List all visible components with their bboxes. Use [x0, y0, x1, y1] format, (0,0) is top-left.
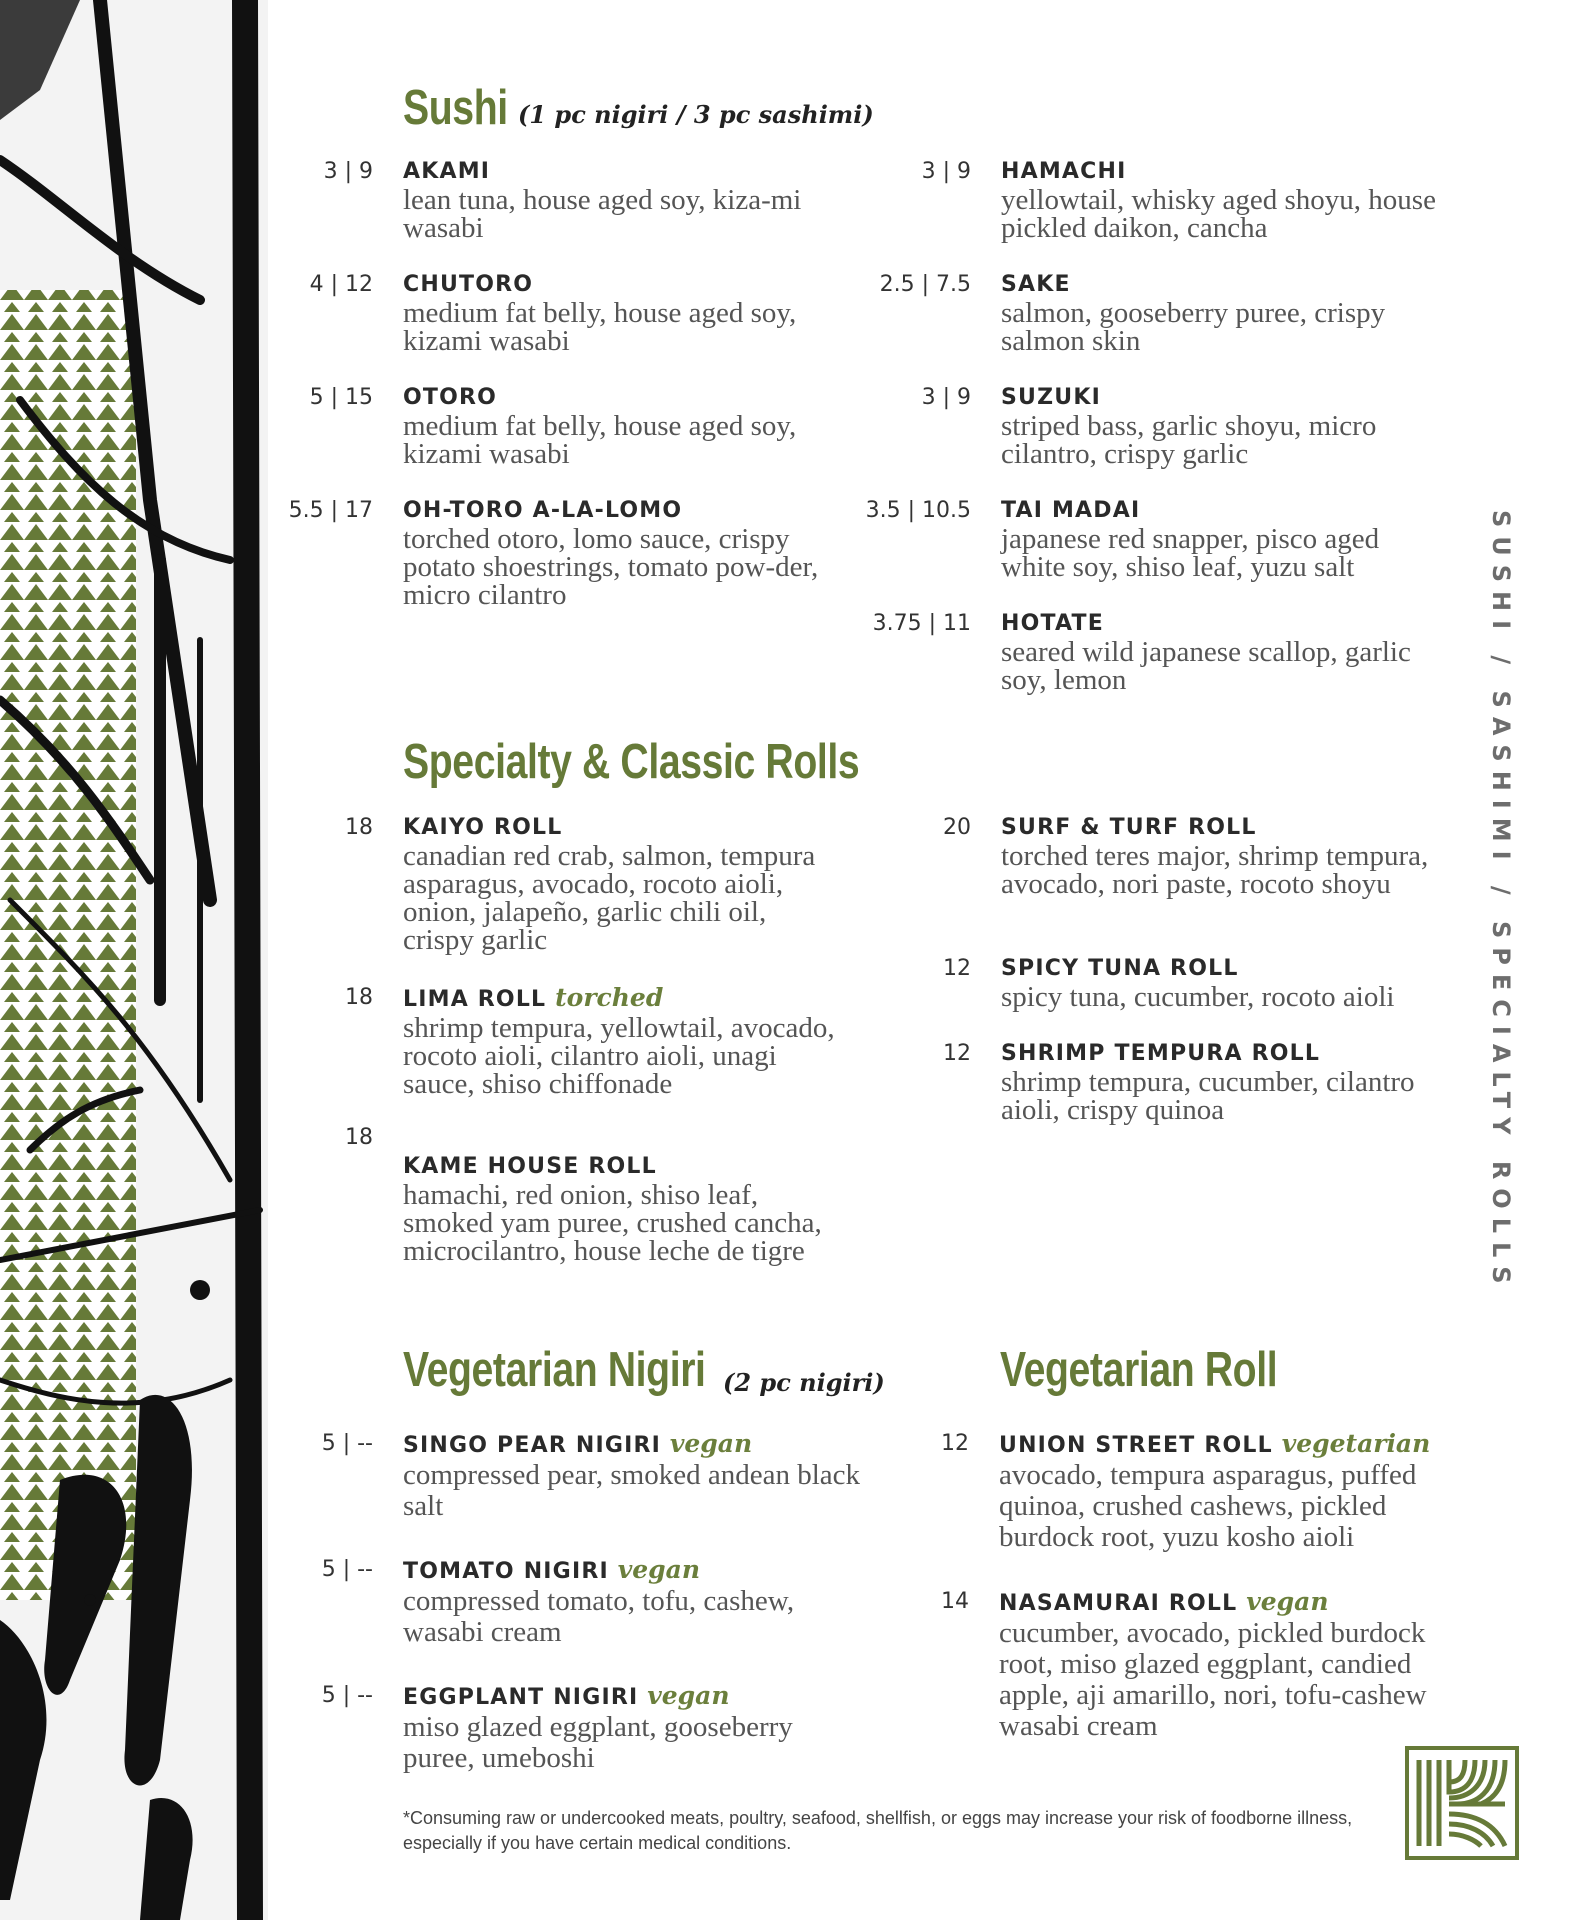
item-name: TAI MADAI [1001, 498, 1141, 523]
item-price: 20 [943, 815, 971, 840]
section-title-veg-roll: Vegetarian Roll [1000, 1343, 1278, 1397]
item-price: 3 | 9 [921, 159, 971, 184]
item-name-text: NASAMURAI ROLL [999, 1591, 1238, 1616]
item-price: 3.75 | 11 [872, 611, 971, 636]
item-name-text: LIMA ROLL [403, 987, 547, 1012]
menu-item-otoro [309, 384, 843, 470]
item-tag: vegan [647, 1681, 730, 1710]
item-price: 12 [943, 1041, 971, 1066]
decorative-artwork [0, 0, 268, 1920]
menu-item-singo-pear-nigiri [321, 1429, 863, 1522]
menu-item-akami [323, 158, 843, 244]
item-price: 3 | 9 [921, 385, 971, 410]
menu-item-kaiyo-roll [345, 814, 843, 956]
menu-item-kame-house-roll [403, 1153, 843, 1265]
section-note-veg-nigiri: (2 pc nigiri) [723, 1368, 885, 1397]
item-name: CHUTORO [403, 272, 534, 297]
item-price: 5 | -- [321, 1683, 373, 1708]
menu-item-tai-madai [865, 497, 1441, 583]
item-description: torched teres major, shrimp tempura, avocado, nori paste, rocoto shoyu [1001, 840, 1429, 900]
item-name [403, 984, 843, 1014]
item-description: yellowtail, whisky aged shoyu, house pickled daikon, cancha [1001, 184, 1436, 244]
item-name [999, 1588, 1479, 1618]
menu-item-shrimp-tempura-roll [943, 1040, 1441, 1126]
item-price: 5 | -- [321, 1431, 373, 1456]
side-category-label: SUSHI / SASHIMI / SPECIALTY ROLLS [1487, 510, 1515, 1293]
section-note-sushi: (1 pc nigiri / 3 pc sashimi) [518, 100, 874, 129]
item-description: lean tuna, house aged soy, kiza-mi wasabi [403, 184, 802, 244]
item-name: SAKE [1001, 272, 1071, 297]
item-description: salmon, gooseberry puree, crispy salmon skin [1001, 297, 1386, 357]
item-description: seared wild japanese scallop, garlic soy, lemon [1001, 636, 1411, 696]
item-name-text: SINGO PEAR NIGIRI [403, 1433, 662, 1458]
menu-item-sake [879, 271, 1441, 357]
item-name-text: TOMATO NIGIRI [403, 1559, 609, 1584]
item-description: spicy tuna, cucumber, rocoto aioli [1001, 981, 1395, 1013]
item-description: compressed tomato, tofu, cashew, wasabi cream [403, 1585, 795, 1648]
menu-item-chutoro [309, 271, 843, 357]
item-description: cucumber, avocado, pickled burdock root, miso glazed eggplant, candied apple, aji amarillo, nori, tofu-cashew wasabi cream [999, 1617, 1427, 1742]
item-name: SPICY TUNA ROLL [1001, 956, 1239, 981]
item-tag: vegan [669, 1429, 753, 1458]
item-name: AKAMI [403, 159, 491, 184]
menu-item-oh-toro [288, 497, 843, 611]
item-price: 18 [345, 985, 373, 1010]
item-description: shrimp tempura, cucumber, cilantro aioli, crispy quinoa [1001, 1066, 1415, 1126]
item-price: 14 [941, 1589, 969, 1614]
item-price: 12 [943, 956, 971, 981]
item-name [403, 1556, 863, 1586]
item-tag: vegetarian [1281, 1429, 1431, 1458]
item-name: OH-TORO A-LA-LOMO [403, 498, 683, 523]
item-price: 4 | 12 [309, 272, 373, 297]
menu-item-hotate [872, 610, 1441, 696]
menu-item-eggplant-nigiri [321, 1681, 863, 1774]
item-name [403, 1682, 863, 1712]
item-description: canadian red crab, salmon, tempura asparagus, avocado, rocoto aioli, onion, jalapeño, garlic chili oil, crispy garlic [403, 840, 816, 956]
item-name [403, 1430, 863, 1460]
section-title-veg-nigiri: Vegetarian Nigiri [403, 1343, 706, 1397]
item-name: SURF & TURF ROLL [1001, 815, 1257, 840]
item-name: SUZUKI [1001, 385, 1101, 410]
item-price: 12 [941, 1431, 969, 1456]
item-tag: vegan [1246, 1587, 1329, 1616]
menu-item-tomato-nigiri [321, 1555, 863, 1648]
item-description: torched otoro, lomo sauce, crispy potato shoestrings, tomato pow-der, micro cilantro [403, 523, 819, 611]
item-name: KAIYO ROLL [403, 815, 563, 840]
item-name: OTORO [403, 385, 498, 410]
item-description: miso glazed eggplant, gooseberry puree, umeboshi [403, 1711, 793, 1774]
item-description: avocado, tempura asparagus, puffed quinoa, crushed cashews, pickled burdock root, yuzu kosho aioli [999, 1459, 1417, 1553]
item-price: 3.5 | 10.5 [865, 498, 971, 523]
menu-item-surf-turf-roll [943, 814, 1441, 900]
item-description: compressed pear, smoked andean black salt [403, 1459, 861, 1522]
menu-item-hamachi [921, 158, 1441, 244]
section-title-sushi: Sushi [403, 81, 508, 135]
item-price: 5 | 15 [309, 385, 373, 410]
menu-item-suzuki [921, 384, 1441, 470]
item-description: striped bass, garlic shoyu, micro cilantro, crispy garlic [1001, 410, 1377, 470]
menu-item-spicy-tuna-roll [943, 955, 1471, 1013]
item-price: 5.5 | 17 [288, 498, 373, 523]
item-tag: vegan [617, 1555, 701, 1584]
item-price: 18 [345, 815, 373, 840]
menu-item-union-street-roll [941, 1429, 1479, 1553]
item-description: medium fat belly, house aged soy, kizami wasabi [403, 410, 797, 470]
item-name: HOTATE [1001, 611, 1104, 636]
item-description: medium fat belly, house aged soy, kizami wasabi [403, 297, 797, 357]
item-name: KAME HOUSE ROLL [403, 1154, 657, 1179]
section-title-rolls: Specialty & Classic Rolls [403, 735, 860, 789]
item-price-kame-house-roll: 18 [345, 1125, 373, 1150]
brushstroke-art-icon [0, 0, 268, 1920]
menu-item-nasamurai-roll [941, 1587, 1479, 1742]
item-tag: torched [555, 983, 664, 1012]
item-description: japanese red snapper, pisco aged white soy, shiso leaf, yuzu salt [1001, 523, 1380, 583]
item-price: 3 | 9 [323, 159, 373, 184]
restaurant-k-logo-icon [1405, 1746, 1519, 1860]
item-name [999, 1430, 1479, 1460]
item-price: 2.5 | 7.5 [879, 272, 971, 297]
raw-food-disclaimer: *Consuming raw or undercooked meats, poultry, seafood, shellfish, or eggs may increase your risk of foodborne illness, especially if you have certain medical conditions. [403, 1808, 1353, 1853]
item-price: 5 | -- [321, 1557, 373, 1582]
item-description: hamachi, red onion, shiso leaf, smoked yam puree, crushed cancha, microcilantro, house leche de tigre [403, 1179, 822, 1267]
item-name: HAMACHI [1001, 159, 1127, 184]
item-description: shrimp tempura, yellowtail, avocado, rocoto aioli, cilantro aioli, unagi sauce, shiso chiffonade [403, 1012, 835, 1100]
menu-item-lima-roll [345, 983, 843, 1100]
item-name: SHRIMP TEMPURA ROLL [1001, 1041, 1321, 1066]
item-name-text: UNION STREET ROLL [999, 1433, 1273, 1458]
item-name-text: EGGPLANT NIGIRI [403, 1685, 639, 1710]
